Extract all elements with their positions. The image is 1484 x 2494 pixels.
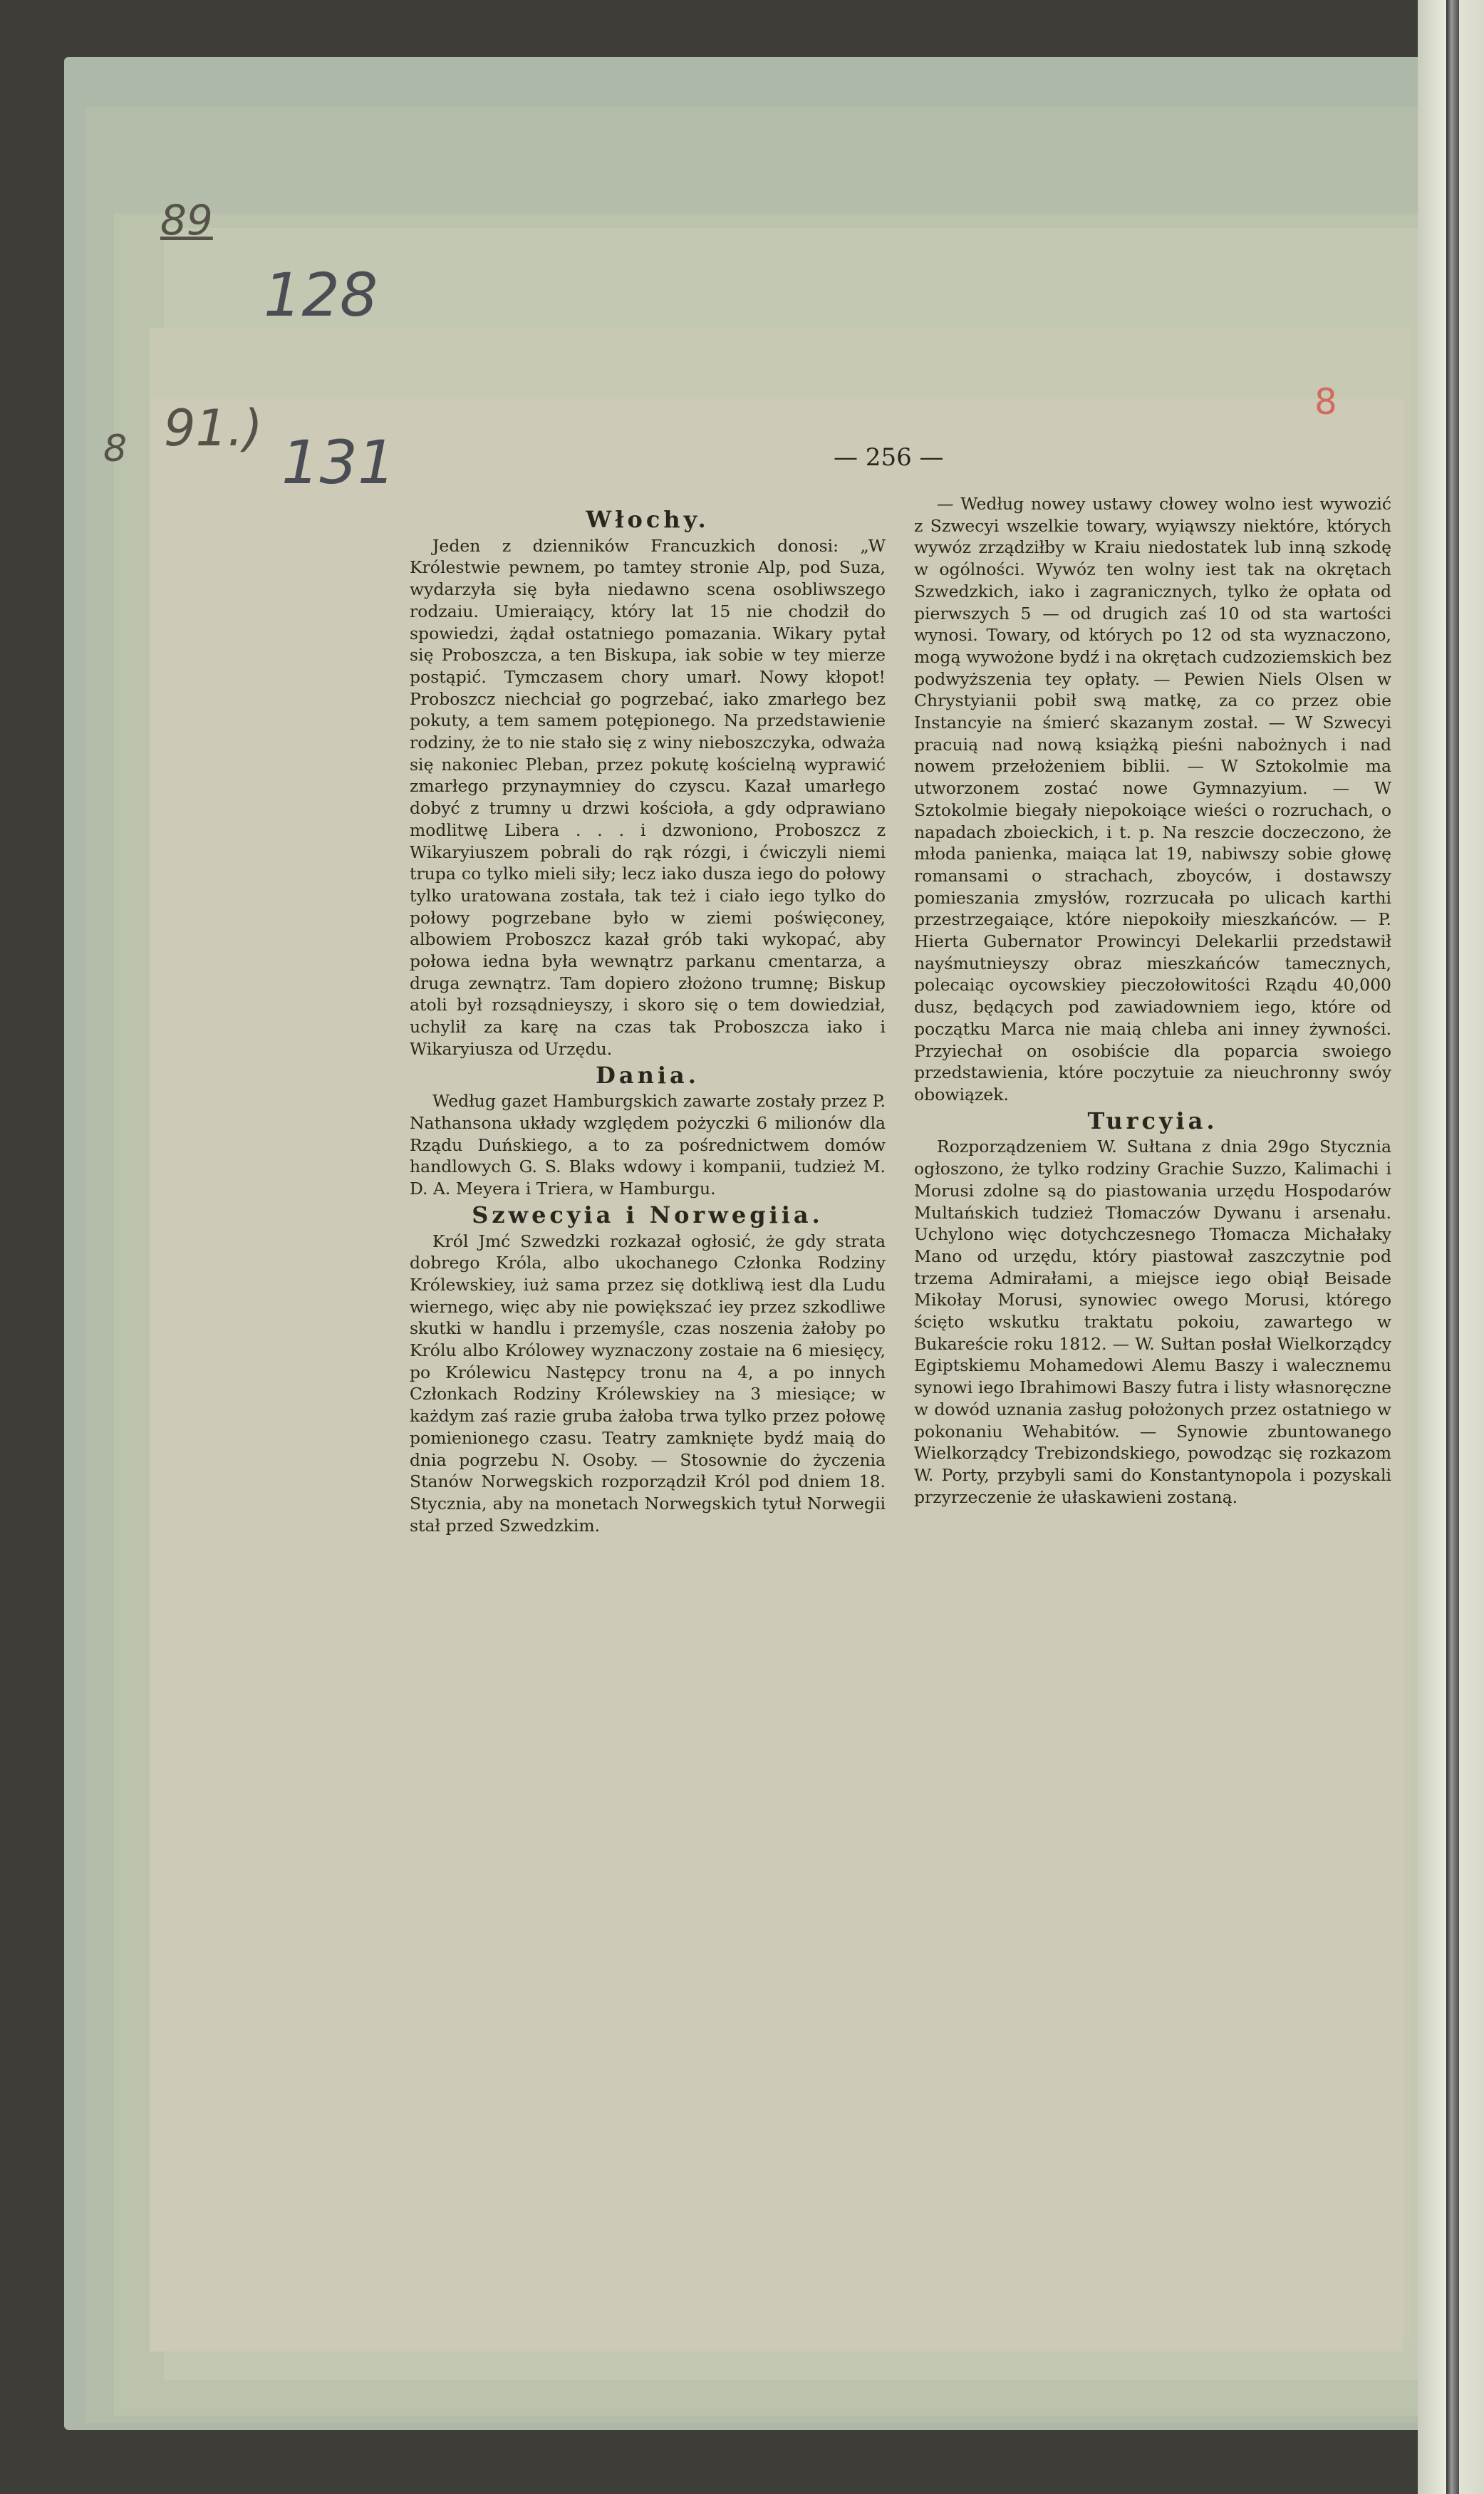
article-turkey: Rozporządzeniem W. Sułtana z dnia 29go Stycznia ogłoszono, że tylko rodziny Grachie Suzzo, Kalimachi i Morusi zdolne są do piastowania urzędu Hospodarów Multańskich tudzież Tłomaczów Dywanu i arsenału. Uchylono więc dotychczesnego Tłomacza Michałaky Mano od urzędu, który piastował zaszczytnie pod trzema Admirałami, a miejsce iego obiął Beisade Mikołay Morusi, synowiec owego Morusi, którego ścięto wskutku traktatu pokoiu, zawartego w Bukareście roku 1812. — W. Sułtan posłał Wielkorządcy Egiptskiemu Mohamedowi Alemu Baszy i walecznemu synowi iego Ibrahimowi Baszy futra i listy własnoręczne w dowód uznania zasług położonych przez ostatniego w pokonaniu Wehabitów. — Synowie zbuntowanego Wielkorządcy Trebizondskiego, powodząc się rozkazom W. Porty, przybyli sami do Konstantynopola i pozyskali przyrzeczenie że ułaskawieni zostaną. — [914, 1137, 1391, 1507]
pencil-annotation: 8 — [103, 428, 128, 470]
pencil-annotation: 131 — [281, 428, 396, 497]
page-number: — 256 — — [834, 443, 944, 472]
pencil-annotation: 91.) — [164, 399, 263, 457]
left-column — [410, 505, 886, 1536]
pencil-annotation: 89 — [160, 196, 213, 244]
right-column — [914, 493, 1391, 1508]
section-heading-turkey: Turcyia. — [1087, 1107, 1218, 1134]
article-denmark: Według gazet Hamburgskich zawarte zostały przez P. Nathansona układy względem pożyczki 6 milionów dla Rządu Duńskiego, a to za pośrednictwem domów handlowych G. S. Blaks wdowy i kompanii, tudzież M. D. A. Meyera i Triera, w Hamburgu. — [410, 1091, 886, 1199]
article-italy: Jeden z dzienników Francuzkich donosi: „W Królestwie pewnem, po tamtey stronie Alp, pod Suza, wydarzyła się była niedawno scena osobliwszego rodzaiu. Umieraiący, który lat 15 nie chodził do spowiedzi, żądał ostatniego pomazania. Wikary pytał się Proboszcza, a ten Biskupa, iak sobie w tey mierze postąpić. Tymczasem chory umarł. Nowy kłopot! Proboszcz niechciał go pogrzebać, iako zmarłego bez pokuty, a tem samem potępionego. Na przedstawienie rodziny, że to nie stało się z winy nieboszczyka, odważa się nakoniec Pleban, przez pokutę kościelną wyprawić zmarłego przynaymniey do czyscu. Kazał umarłego dobyć z trumny u drzwi kościoła, a gdy odprawiano modlitwę Libera . . . i dzwoniono, Proboszcz z Wikaryiuszem pobrali do rąk rózgi, i ćwiczyli niemi trupa co tylko mieli siły; lecz iako dusza iego do połowy tylko uratowana została, tak też i ciało iego tylko do połowy pogrzebane było w ziemi poświęconey, albowiem Proboszcz kazał grób taki wykopać, aby połowa iedna była wewnątrz parkanu cmentarza, a druga zewnątrz. Tam dopiero złożono trumnę; Biskup atoli był rozsądnieyszy, i skoro się o tem dowiedział, uchylił za karę na czas tak Proboszcza iako i Wikaryiusza od Urzędu. — [410, 535, 886, 1059]
binding-rod — [1446, 0, 1459, 2494]
pencil-annotation: 128 — [264, 260, 378, 330]
red-pencil-annotation: 8 — [1314, 381, 1337, 423]
article-sweden-continued: — Według nowey ustawy cłowey wolno iest wywozić z Szwecyi wszelkie towary, wyiąwszy niektóre, których wywóz zrządziłby w Kraiu niedostatek lub inną szkodę w ogólności. Wywóz ten wolny iest tak na okrętach Szwedzkich, iako i zagranicznych, tylko że opłata od pierwszych 5 — od drugich zaś 10 od sta wartości wynosi. Towary, od których po 12 od sta wyznaczono, mogą wywożone bydź i na okrętach cudzoziemskich bez podwyższenia tey opłaty. — Pewien Niels Olsen w Chrystyianii pobił swą matkę, za co przez obie Instancyie na śmierć skazanym został. — W Szwecyi pracuią nad nową książką pieśni nabożnych i nad nowem przełożeniem biblii. — W Sztokolmie ma utworzonem zostać nowe Gymnazyium. — W Sztokolmie biegały niepokoiące wieści o rozruchach, o napadach zboieckich, i t. p. Na reszcie doczeczono, że młoda panienka, maiąca lat 19, nabiwszy sobie głowę romansami o strachach, zboyców, i dostawszy pomieszania zmysłów, rozrzucała po ulicach karthi przestrzegaiące, które niepokoiły mieszkańców. — P. Hierta Gubernator Prowincyi Delekarlii przedstawił nayśmutnieyszy obraz mieszkańców tamecznych, polecaiąc oycowskiey pieczołowitości Rządu 40,000 dusz, będących pod zawiadowniem iego, które od początku Marca nie maią chleba ani inney żywności. Przyiechał on osobiście dla poparcia swoiego przedstawienia, które poczytuie za nieuchronny swóy obowiązek. — [914, 494, 1391, 1104]
article-sweden-norway: Król Jmć Szwedzki rozkazał ogłosić, że gdy strata dobrego Króla, albo ukochanego Członka Rodziny Królewskiey, iuż sama przez się dotkliwą iest dla Ludu wiernego, więc aby nie powiększać iey przez szkodliwe skutki w handlu i przemyśle, czas noszenia żałoby po Królu albo Królowey wyznaczony zostaie na 6 miesięcy, po Królewicu Następcy tronu na 4, a po innych Członkach Rodziny Królewskiey na 3 miesiące; w każdym zaś razie gruba żałoba trwa tylko przez połowę pomienionego czasu. Teatry zamknięte bydź maią do dnia pogrzebu N. Osoby. — Stosownie do życzenia Stanów Norwegskich rozporządził Król pod dniem 18. Stycznia, aby na monetach Norwegskich tytuł Norwegii stał przed Szwedzkim. — [410, 1231, 886, 1536]
section-heading-sweden-norway: Szwecyia i Norwegiia. — [472, 1201, 824, 1228]
section-heading-denmark: Dania. — [596, 1061, 700, 1089]
section-heading-italy: Włochy. — [586, 506, 710, 533]
